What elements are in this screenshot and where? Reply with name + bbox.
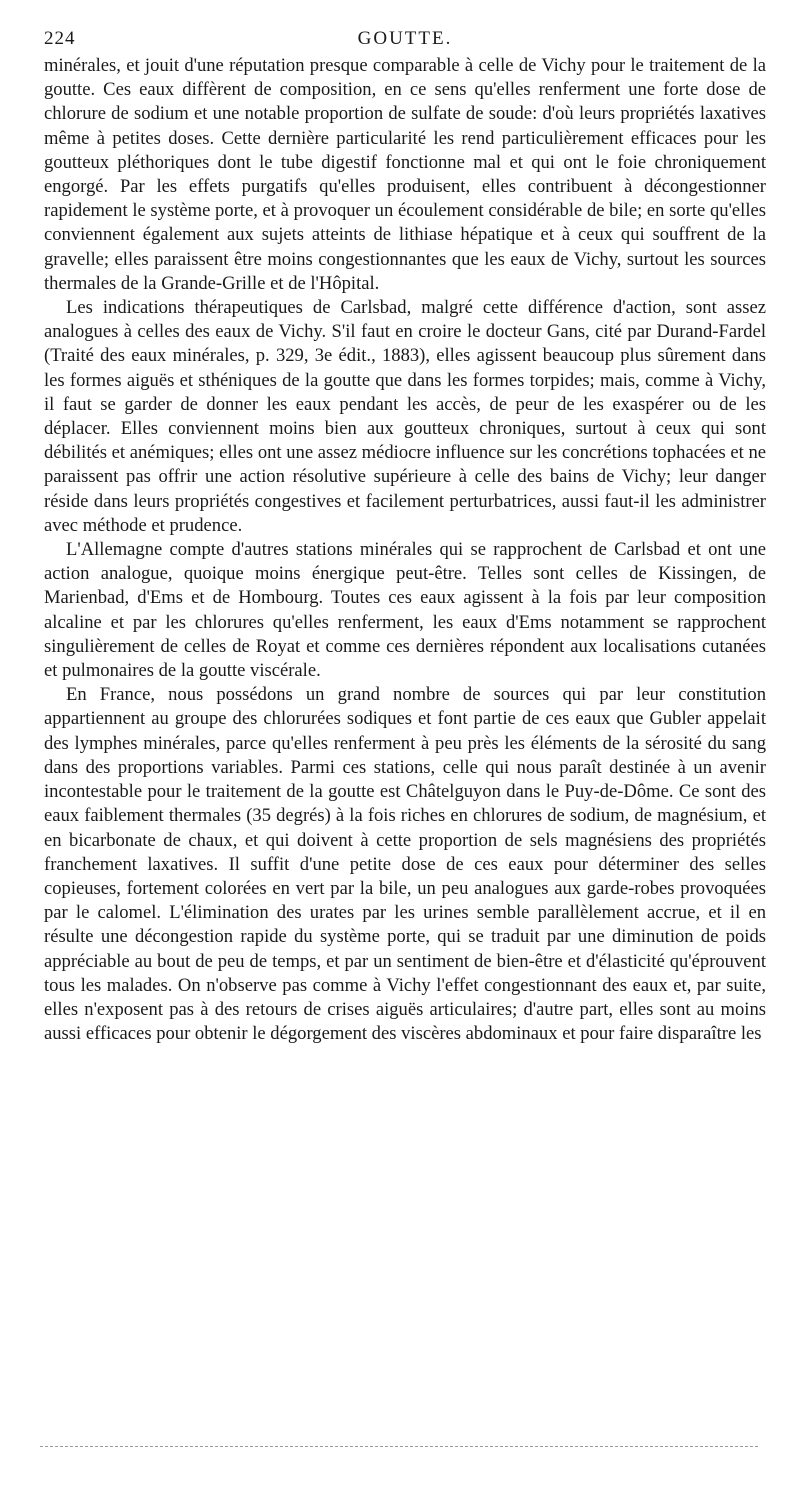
book-page xyxy=(44,28,766,1046)
running-head xyxy=(44,28,766,54)
paragraph-4: En France, nous possédons un grand nombre de sources qui par leur constitution appartiennent au groupe des chlorurées sodiques et font partie de ces eaux que Gubler appelait des lymphes minérales, parce qu'elles renferment à peu près les éléments de la sérosité du sang dans des proportions variables. Parmi ces stations, celle qui nous paraît destinée à un avenir incontestable pour le traitement de la goutte est Châtelguyon dans le Puy-de-Dôme. Ce sont des eaux faiblement thermales (35 degrés) à la fois riches en chlorures de sodium, de magnésium, et en bicarbonate de chaux, et qui doivent à cette proportion de sels magnésiens des propriétés franchement laxatives. Il suffit d'une petite dose de ces eaux pour déterminer des selles copieuses, fortement colorées en vert par la bile, un peu analogues aux garde-robes provoquées par le calomel. L'élimination des urates par les urines semble parallèlement accrue, et il en résulte une décongestion rapide du système porte, qui se traduit par une diminution de poids appréciable au bout de peu de temps, et par un sentiment de bien-être et d'élasticité qu'éprouvent tous les malades. On n'observe pas comme à Vichy l'effet congestionnant des eaux et, par suite, elles n'exposent pas à des retours de crises aiguës articulaires; d'autre part, elles sont au moins aussi efficaces pour obtenir le dégorgement des viscères abdominaux et pour faire disparaître les xyxy=(44,684,766,1045)
page-number: 224 xyxy=(44,28,76,49)
running-title: GOUTTE. xyxy=(357,28,453,49)
body-text xyxy=(44,54,766,1046)
bottom-rule xyxy=(40,1446,758,1447)
paragraph-1: minérales, et jouit d'une réputation presque comparable à celle de Vichy pour le traitement de la goutte. Ces eaux diffèrent de composition, en ce sens qu'elles renferment une forte dose de chlorure de sodium et une notable proportion de sulfate de soude: d'où leurs propriétés laxatives même à petites doses. Cette dernière particularité les rend particulièrement efficaces pour les goutteux pléthoriques dont le tube digestif fonctionne mal et qui ont le foie chroniquement engorgé. Par les effets purgatifs qu'elles produisent, elles contribuent à décongestionner rapidement le système porte, et à provoquer un écoulement considérable de bile; en sorte qu'elles conviennent également aux sujets atteints de lithiase hépatique et à ceux qui souffrent de la gravelle; elles paraissent être moins congestionnantes que les eaux de Vichy, surtout les sources thermales de la Grande-Grille et de l'Hôpital. xyxy=(44,55,766,294)
paragraph-3: L'Allemagne compte d'autres stations minérales qui se rapprochent de Carlsbad et ont une action analogue, quoique moins énergique peut-être. Telles sont celles de Kissingen, de Marienbad, d'Ems et de Hombourg. Toutes ces eaux agissent à la fois par leur composition alcaline et par les chlorures qu'elles renferment, les eaux d'Ems notamment se rapprochent singulièrement de celles de Royat et comme ces dernières répondent aux localisations cutanées et pulmonaires de la goutte viscérale. xyxy=(44,539,766,682)
paragraph-2: Les indications thérapeutiques de Carlsbad, malgré cette différence d'action, sont assez analogues à celles des eaux de Vichy. S'il faut en croire le docteur Gans, cité par Durand-Fardel (Traité des eaux minérales, p. 329, 3e édit., 1883), elles agissent beaucoup plus sûrement dans les formes aiguës et sthéniques de la goutte que dans les formes torpides; mais, comme à Vichy, il faut se garder de donner les eaux pendant les accès, de peur de les exaspérer ou de les déplacer. Elles conviennent moins bien aux goutteux chroniques, surtout à ceux qui sont débilités et anémiques; elles ont une assez médiocre influence sur les concrétions tophacées et ne paraissent pas offrir une action résolutive supérieure à celle des bains de Vichy; leur danger réside dans leurs propriétés congestives et facilement perturbatrices, aussi faut-il les administrer avec méthode et prudence. xyxy=(44,297,766,536)
